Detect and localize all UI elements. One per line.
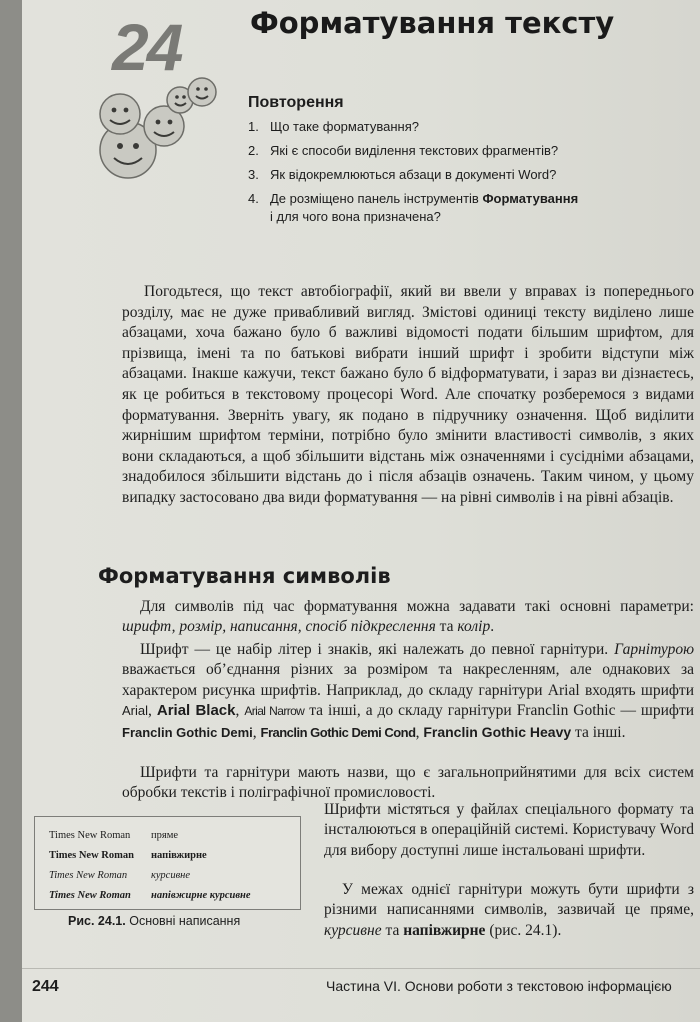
paragraph-font-files: Шрифти містяться у файлах спеціального формату та інсталюються в операційній системі. Користувачу Word для вибору доступні лише інстальовані шрифти.	[324, 801, 694, 859]
intro-paragraph: Погодьтеся, що текст автобіографії, який ви ввели у вправах із попереднього розділу, має не дуже привабливий вигляд. Змістові одиниці тексту виділено лише абзацами, хоча бажано було б важливі відомості подати більшим шрифтом, для прізвища, імені та по батькові вибрати інший шрифт і зробити відступи між абзацами. Інакше кажучи, текст бажано було б відформатувати, і зараз ви дізнаєтесь, як це робиться в текстовому процесорі Word. Але спочатку розберемося з видами форматування. Зверніть увагу, як подано в підручнику означення. Щоб виділити жирнішим шрифтом терміни, потрібно було змінити властивості символів, з яких вони складаються, а щоб збільшити відстань між означеннями і сусідніми абзацами, знадобилося збільшити відстань до і після абзаців означень. Таким чином, у цьому випадку застосовано два види форматування — на рівні символів і на рівні абзаців.	[122, 283, 694, 506]
figure-row: Times New Roman напівжирне	[49, 850, 207, 861]
list-item: 4. Де розміщено панель інструментів Форматування і для чого вона призначена?	[248, 191, 579, 224]
paragraph-typeface: Шрифт — це набір літер і знаків, які належать до певної гарнітури. Гарнітурою вважається об’єднання різних за розміром та накресленням, але однакових за характером рисунка шрифтів. Наприклад, до складу гарнітури Arial входять шрифти Arial, Arial Black, Arial Narrow та інші, а до складу гарнітури Franclin Gothic — шрифти Franclin Gothic Demi, Franclin Gothic Demi Cond, Franclin Gothic Heavy та інші.	[122, 641, 695, 741]
section-heading: Форматування символів	[98, 564, 391, 588]
figure-row: Times New Roman напівжирне курсивне	[49, 890, 251, 901]
chapter-title: Форматування тексту	[250, 6, 615, 40]
figure-font-styles	[34, 816, 301, 910]
paragraph-font-names: Шрифти та гарнітури мають назви, що є загальноприйнятими для всіх систем обробки текстів і поліграфічної промисловості.	[122, 764, 694, 802]
chapter-number: 24	[112, 10, 182, 84]
figure-row: Times New Roman пряме	[49, 830, 179, 841]
textbook-page	[22, 0, 700, 1022]
page-number: 244	[32, 978, 59, 995]
smiley-faces-illustration	[92, 70, 232, 190]
figure-caption: Рис. 24.1. Основні написання	[68, 914, 241, 928]
list-item: 2. Які є способи виділення текстових фрагментів?	[248, 143, 559, 158]
running-footer: Частина VI. Основи роботи з текстовою інформацією	[326, 978, 672, 994]
repetition-heading: Повторення	[248, 94, 344, 111]
paragraph-parameters: Для символів під час форматування можна задавати такі основні параметри: шрифт, розмір, написання, спосіб підкреслення та колір.	[122, 598, 694, 636]
smiley-icon	[100, 78, 216, 178]
repetition-list	[248, 118, 668, 232]
footer-divider	[22, 968, 700, 969]
list-item: 1. Що таке форматування?	[248, 119, 419, 134]
page-edge-strip	[0, 0, 22, 1022]
paragraph-font-styles: У межах однієї гарнітури можуть бути шрифти з різними написаннями символів, зазвичай це пряме, курсивне та напівжирне (рис. 24.1).	[324, 881, 694, 939]
list-item: 3. Як відокремлюються абзаци в документі Word?	[248, 167, 557, 182]
figure-row: Times New Roman курсивне	[49, 870, 191, 881]
